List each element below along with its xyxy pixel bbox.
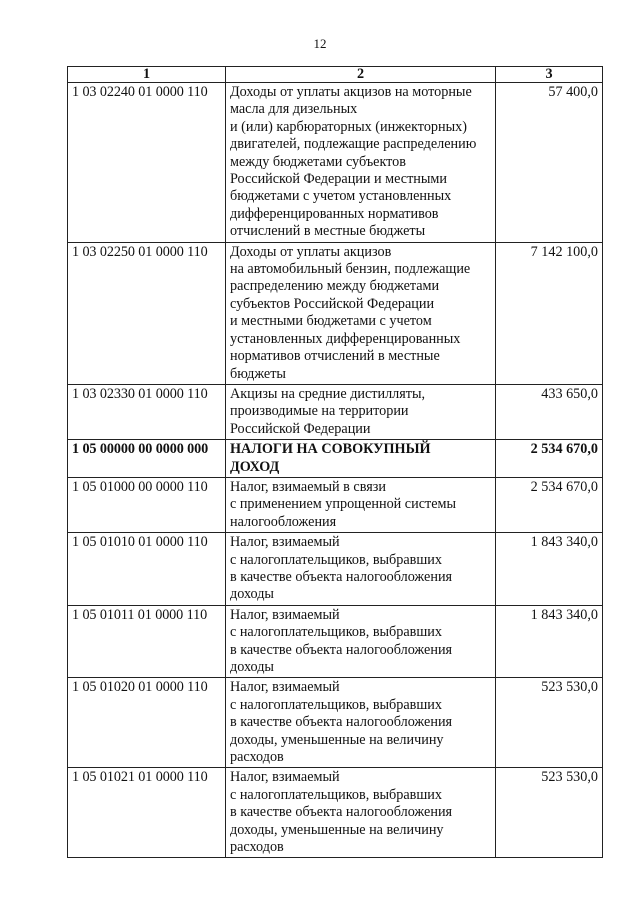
row-code: 1 03 02250 01 0000 110 [68, 242, 226, 384]
row-amount: 1 843 340,0 [496, 533, 603, 606]
row-code: 1 03 02330 01 0000 110 [68, 384, 226, 439]
row-amount: 1 843 340,0 [496, 605, 603, 678]
row-name: Налог, взимаемый с налогоплательщиков, выбравших в качестве объекта налогообложения доходы, уменьшенные на величину расходов [226, 768, 496, 858]
row-code: 1 05 00000 00 0000 000 [68, 440, 226, 478]
row-amount: 523 530,0 [496, 678, 603, 768]
table-row [68, 605, 603, 678]
row-amount: 2 534 670,0 [496, 440, 603, 478]
table-row [68, 384, 603, 439]
row-code: 1 05 01011 01 0000 110 [68, 605, 226, 678]
row-name: Налог, взимаемый в связи с применением упрощенной системы налогообложения [226, 477, 496, 532]
row-amount: 433 650,0 [496, 384, 603, 439]
table-row [68, 242, 603, 384]
row-amount: 2 534 670,0 [496, 477, 603, 532]
page-number: 12 [313, 36, 327, 51]
row-name: НАЛОГИ НА СОВОКУПНЫЙ ДОХОД [226, 440, 496, 478]
row-code: 1 05 01021 01 0000 110 [68, 768, 226, 858]
table-row [68, 678, 603, 768]
table-row [68, 83, 603, 243]
row-name: Доходы от уплаты акцизов на автомобильный бензин, подлежащие распределению между бюджетами субъектов Российской Федерации и местными бюджетами с учетом установленных дифференцированных нормативов отчислений в местные бюджеты [226, 242, 496, 384]
row-code: 1 03 02240 01 0000 110 [68, 83, 226, 243]
table-row [68, 477, 603, 532]
table-row-section-total [68, 440, 603, 478]
row-amount: 523 530,0 [496, 768, 603, 858]
column-header-amount: 3 [496, 67, 603, 83]
row-name: Налог, взимаемый с налогоплательщиков, выбравших в качестве объекта налогообложения доходы [226, 605, 496, 678]
row-name: Акцизы на средние дистилляты, производимые на территории Российской Федерации [226, 384, 496, 439]
row-code: 1 05 01000 00 0000 110 [68, 477, 226, 532]
table-row [68, 768, 603, 858]
row-name: Налог, взимаемый с налогоплательщиков, выбравших в качестве объекта налогообложения доходы [226, 533, 496, 606]
row-name: Доходы от уплаты акцизов на моторные масла для дизельных и (или) карбюраторных (инжекторных) двигателей, подлежащие распределению между бюджетами субъектов Российской Федерации и местными бюджетами с учетом установленных дифференцированных нормативов отчислений в местные бюджеты [226, 83, 496, 243]
row-amount: 7 142 100,0 [496, 242, 603, 384]
row-code: 1 05 01010 01 0000 110 [68, 533, 226, 606]
row-code: 1 05 01020 01 0000 110 [68, 678, 226, 768]
row-amount: 57 400,0 [496, 83, 603, 243]
column-header-code: 1 [68, 67, 226, 83]
table-row [68, 533, 603, 606]
column-header-name: 2 [226, 67, 496, 83]
revenue-table [67, 66, 603, 858]
table-header-row [68, 67, 603, 83]
row-name: Налог, взимаемый с налогоплательщиков, выбравших в качестве объекта налогообложения доходы, уменьшенные на величину расходов [226, 678, 496, 768]
